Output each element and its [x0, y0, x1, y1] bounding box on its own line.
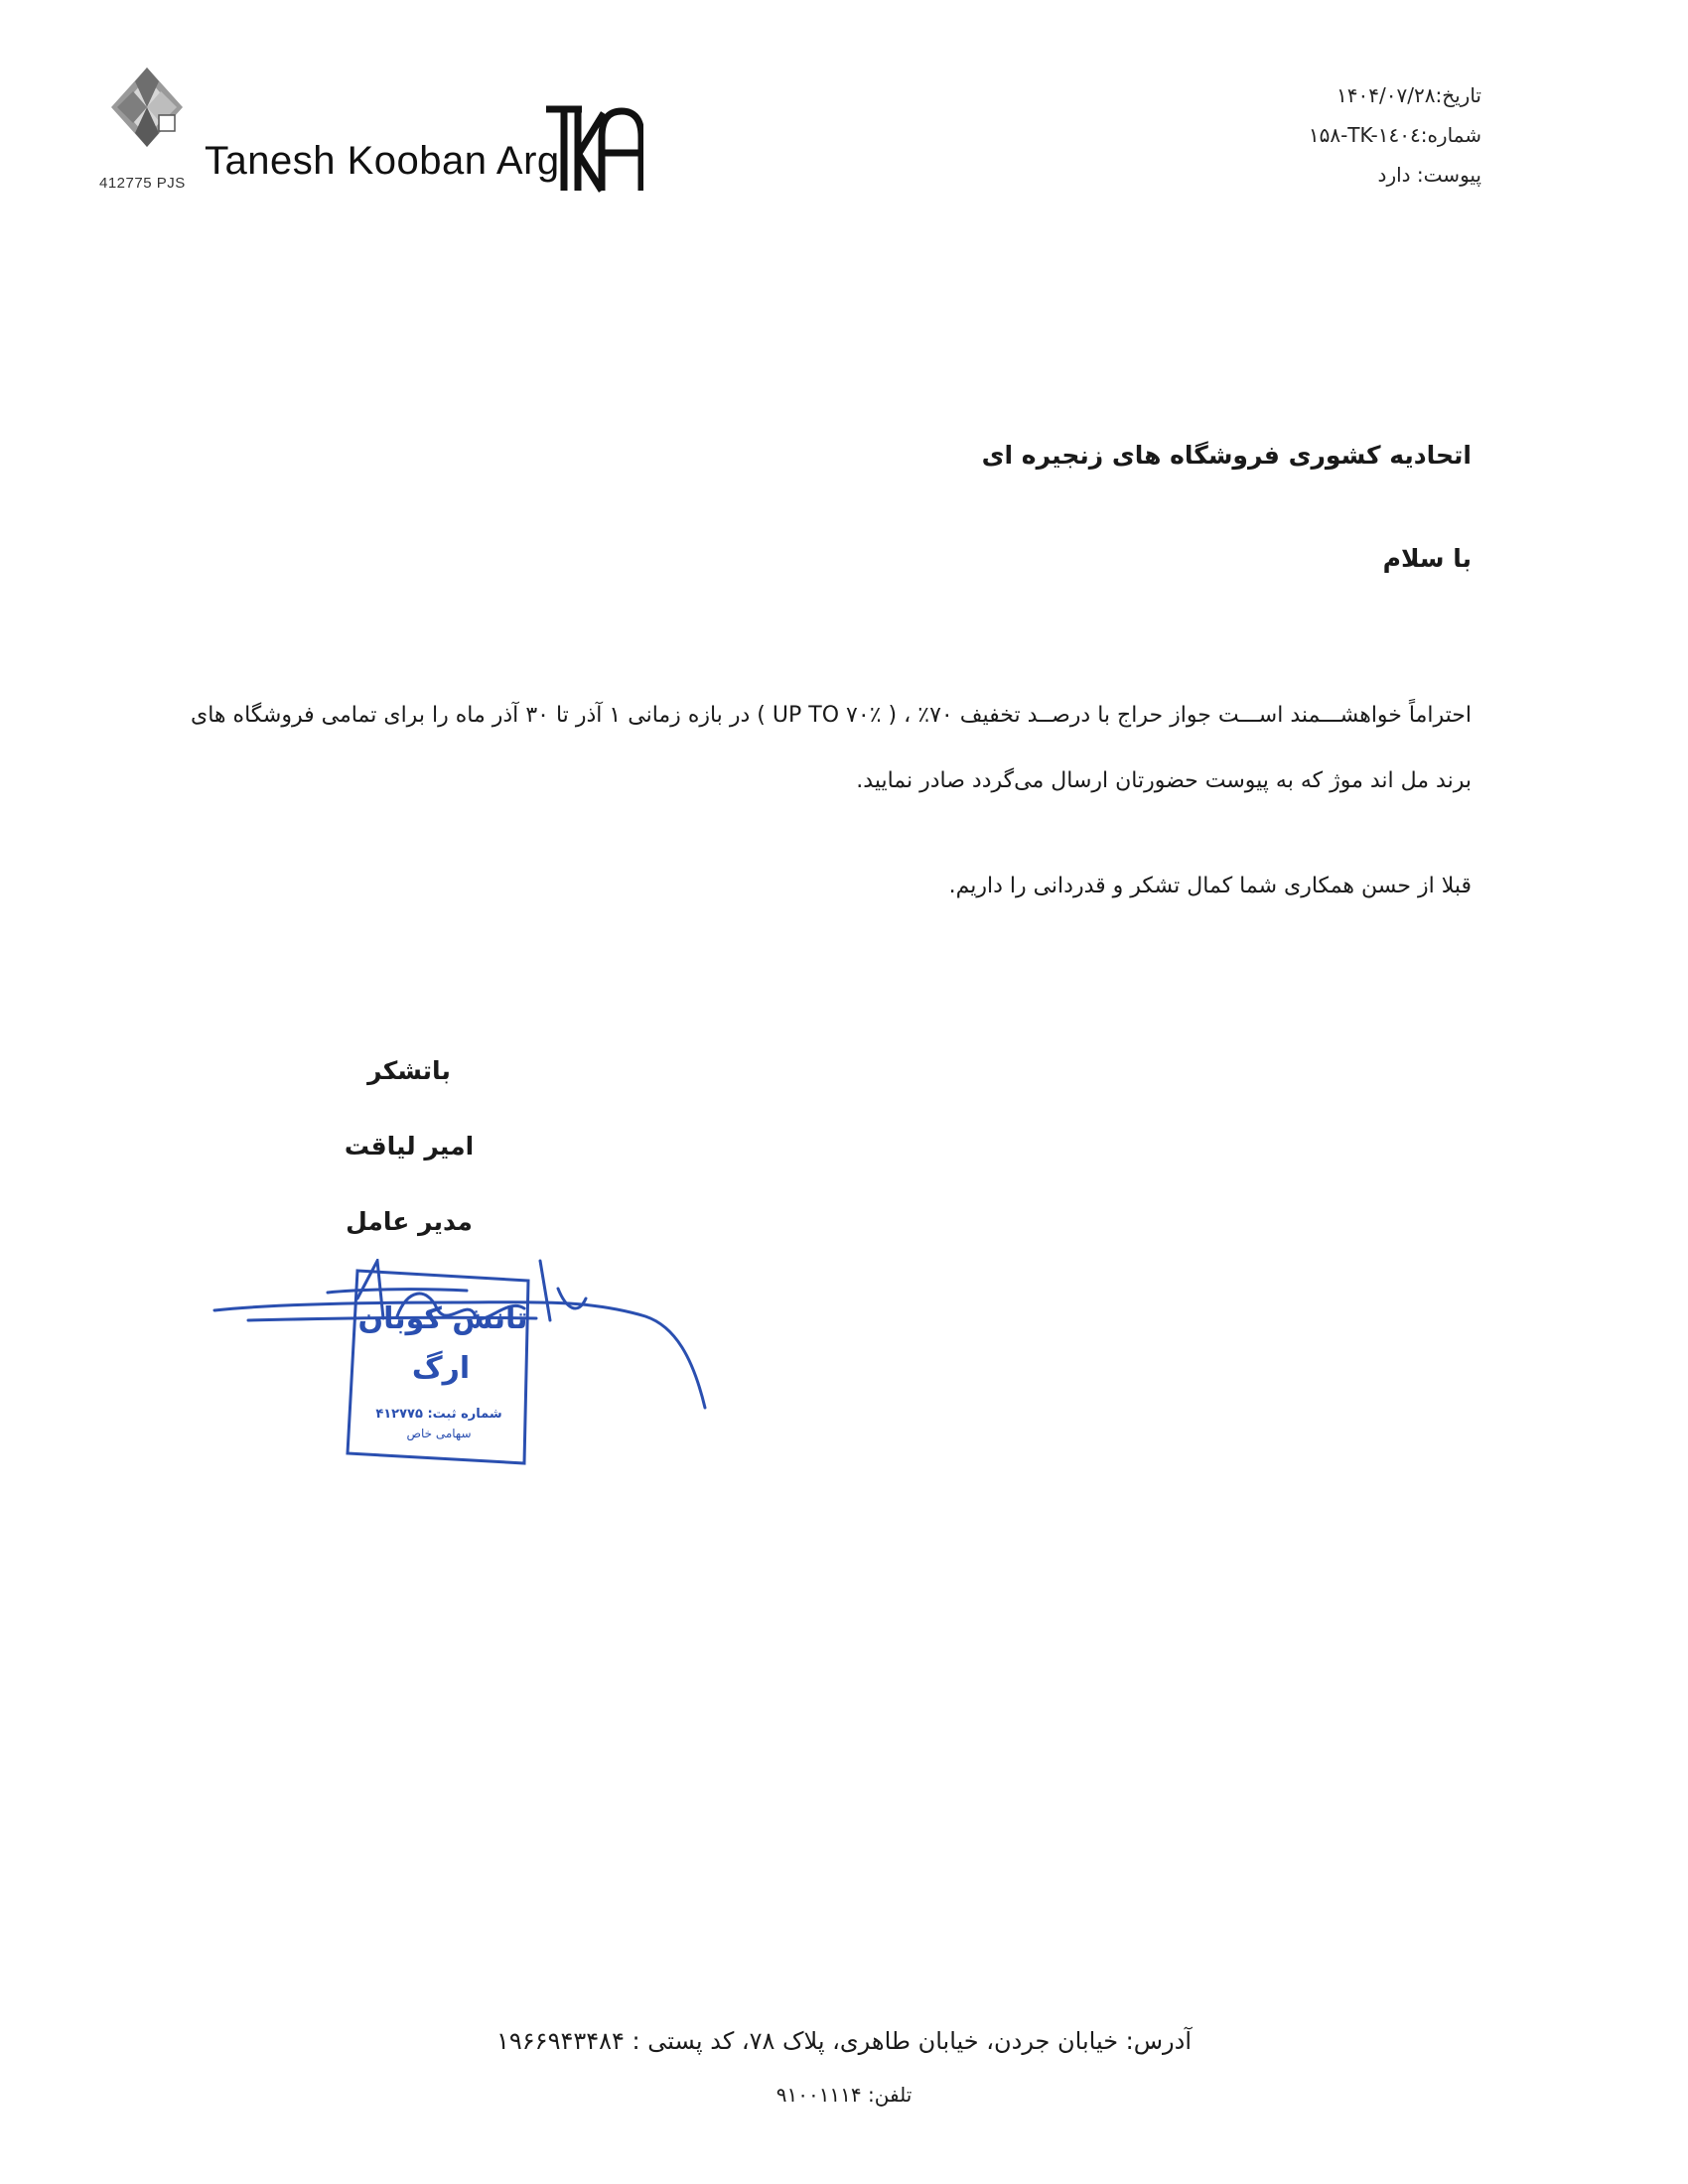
company-stamp — [209, 1259, 725, 1477]
letter-attachment: پیوست: دارد — [1377, 163, 1481, 187]
footer-address: آدرس: خیابان جردن، خیابان طاهری، پلاک ۷۸، کد پستی : ۱۹۶۶۹۴۳۴۸۴ — [496, 2027, 1192, 2055]
recipient: اتحادیه کشوری فروشگاه های زنجیره ای — [981, 441, 1472, 470]
signature-regards: باتشکر — [367, 1056, 451, 1085]
stamp-company-type: سهامی خاص — [406, 1427, 472, 1440]
stamp-suffix: ارگ — [411, 1351, 471, 1386]
pjs-logo-icon — [107, 64, 187, 163]
closing-paragraph: قبلا از حسن همکاری شما کمال تشکر و قدردانی را داریم. — [948, 874, 1472, 898]
stamp-company-name: تانش کوبان — [357, 1301, 528, 1336]
stamp-registration: شماره ثبت: ۴۱۲۷۷۵ — [375, 1407, 502, 1422]
brand-name: Tanesh Kooban Arg — [205, 139, 560, 183]
pjs-code-label: 412775 PJS — [99, 175, 186, 192]
tka-logo-icon — [544, 103, 643, 195]
signature-title: مدیر عامل — [346, 1207, 473, 1236]
body-paragraph: احتراماً خواهشـــمند اســـت جواز حراج با درصــد تخفیف ۷۰٪ ، ( UP TO ۷۰٪ ) در بازه زمانی ۱ آذر تا ۳۰ آذر ماه را برای تمامی فروشگاه های برند مل اند موژ که به پیوست حضورتان ارسال می‌گردد صادر نمایید. — [191, 703, 1473, 793]
letter-date: تاریخ:۱۴۰۴/۰۷/۲۸ — [1336, 83, 1481, 107]
greeting: با سلام — [1382, 544, 1472, 573]
footer-phone: تلفن: ۹۱۰۰۱۱۱۴ — [775, 2083, 913, 2107]
signature-name: امیر لیاقت — [344, 1132, 475, 1160]
letter-number: شماره:TK-۱٤۰٤-۱۵۸ — [1308, 123, 1481, 147]
